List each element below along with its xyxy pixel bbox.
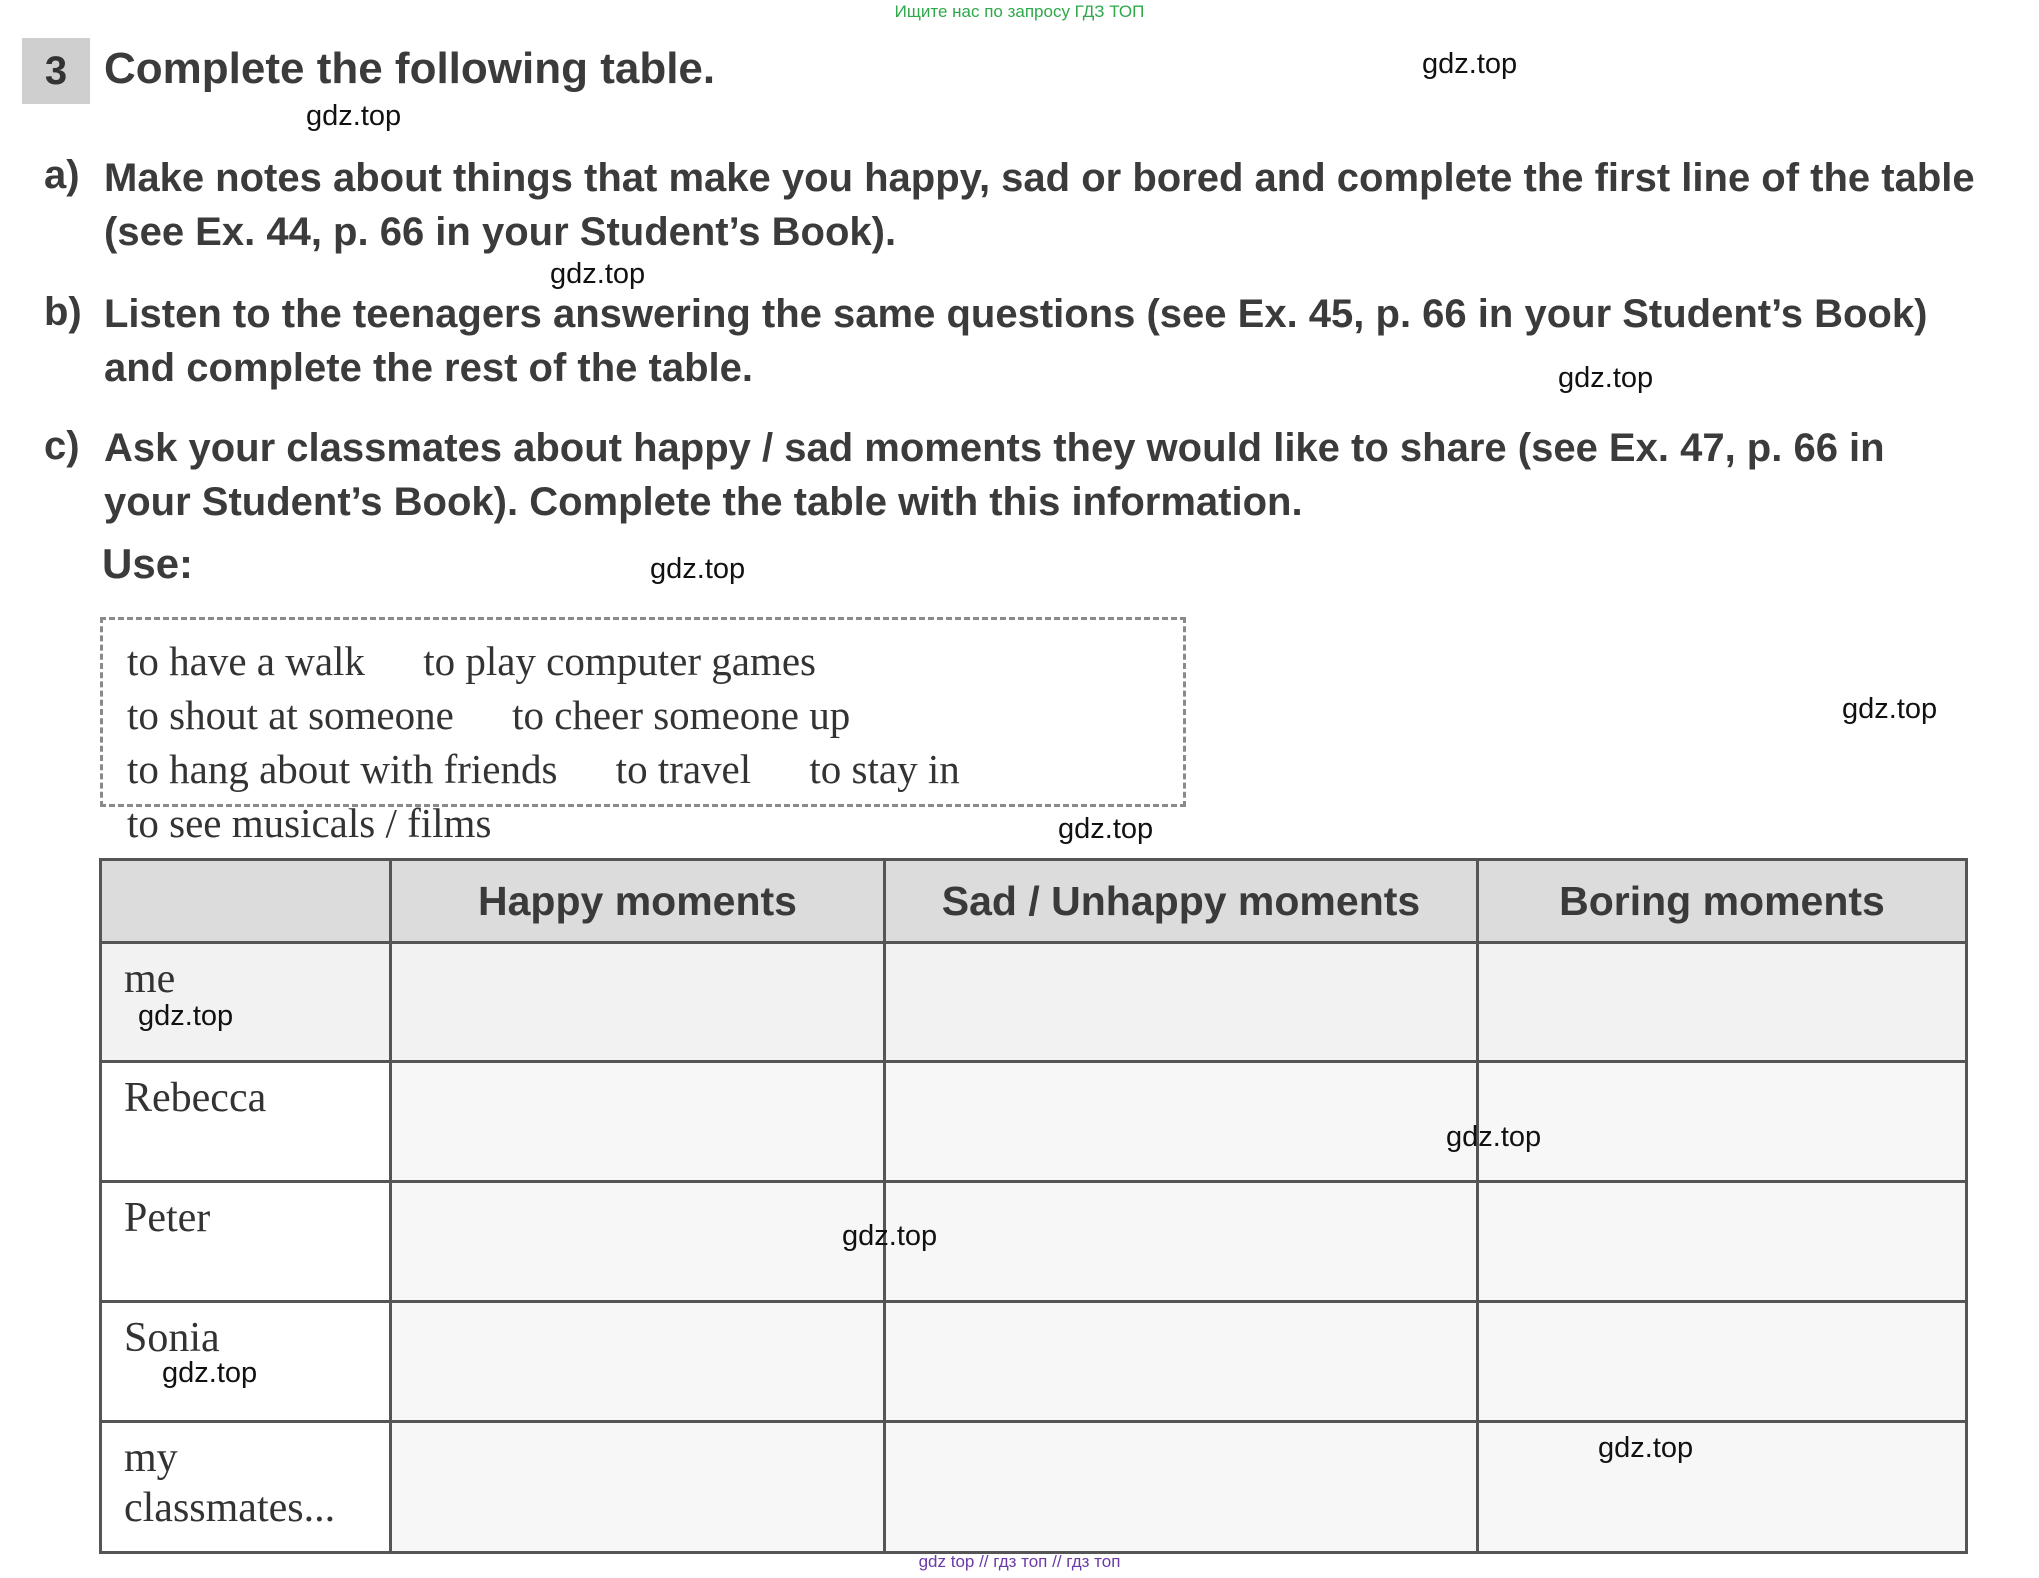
table-row: [101, 1182, 1967, 1302]
exercise-number: 3: [22, 38, 90, 104]
watermark: gdz.top: [1598, 1432, 1694, 1464]
cell-sad[interactable]: [885, 1182, 1478, 1302]
header-happy: Happy moments: [391, 860, 885, 943]
row-label-sonia: Sonia: [101, 1302, 391, 1422]
phrase: to have a walk: [127, 638, 365, 684]
item-c-letter: c): [44, 424, 80, 468]
use-label: Use:: [102, 540, 194, 587]
phrase: to see musicals / films: [127, 800, 492, 846]
cell-sad[interactable]: [885, 1422, 1478, 1553]
watermark: gdz.top: [162, 1357, 258, 1389]
item-c-text: Ask your classmates about happy / sad moments they would like to share (see Ex. 47, p. 66 in your Student’s Book). Complete the table with this information.: [104, 426, 1885, 524]
watermark: gdz.top: [1446, 1121, 1542, 1153]
watermark: gdz.top: [1422, 48, 1518, 80]
watermark: gdz.top: [550, 258, 646, 290]
cell-sad[interactable]: [885, 1062, 1478, 1182]
cell-happy[interactable]: [391, 943, 885, 1062]
watermark: gdz.top: [842, 1220, 938, 1252]
watermark: gdz.top: [306, 100, 402, 132]
phrase: to play computer games: [423, 638, 816, 684]
cell-boring[interactable]: [1478, 1422, 1967, 1553]
item-b-text: Listen to the teenagers answering the same questions (see Ex. 45, p. 66 in your Student’s Book) and complete the rest of the table.: [104, 292, 1928, 390]
phrase: to stay in: [809, 746, 960, 792]
header-sad: Sad / Unhappy moments: [885, 860, 1478, 943]
watermark: gdz.top: [650, 553, 746, 585]
cell-happy[interactable]: [391, 1302, 885, 1422]
watermark: gdz.top: [1842, 693, 1938, 725]
cell-sad[interactable]: [885, 943, 1478, 1062]
cell-happy[interactable]: [391, 1422, 885, 1553]
phrase: to shout at someone: [127, 692, 454, 738]
row-label-classmates-text: my classmates...: [124, 1435, 336, 1531]
cell-boring[interactable]: [1478, 1182, 1967, 1302]
row-label-rebecca: Rebecca: [101, 1062, 391, 1182]
item-a-letter: a): [44, 153, 80, 197]
watermark: gdz.top: [138, 1000, 234, 1032]
row-label-peter: Peter: [101, 1182, 391, 1302]
cell-sad[interactable]: [885, 1302, 1478, 1422]
phrase: to cheer someone up: [512, 692, 851, 738]
watermark: gdz.top: [1558, 362, 1654, 394]
footer-links[interactable]: gdz top // гдз топ // гдз топ: [918, 1552, 1121, 1571]
row-label-me: me: [101, 943, 391, 1062]
header-boring: Boring moments: [1478, 860, 1967, 943]
cell-boring[interactable]: [1478, 1062, 1967, 1182]
item-b-letter: b): [44, 290, 82, 334]
header-corner: [101, 860, 391, 943]
row-label-classmates: [101, 1422, 391, 1553]
table-row: [101, 943, 1967, 1062]
cell-boring[interactable]: [1478, 1302, 1967, 1422]
watermark: gdz.top: [1058, 813, 1154, 845]
phrase: to hang about with friends: [127, 746, 558, 792]
table-row: [101, 1062, 1967, 1182]
table-row: [101, 1302, 1967, 1422]
phrase: to travel: [615, 746, 752, 792]
cell-boring[interactable]: [1478, 943, 1967, 1062]
top-banner[interactable]: Ищите нас по запросу ГДЗ ТОП: [894, 2, 1145, 21]
exercise-title: Complete the following table.: [104, 44, 716, 93]
cell-happy[interactable]: [391, 1062, 885, 1182]
item-a-text: Make notes about things that make you happy, sad or bored and complete the first line of the table (see Ex. 44, p. 66 in your Student’s Book).: [104, 156, 1975, 254]
cell-happy[interactable]: [391, 1182, 885, 1302]
